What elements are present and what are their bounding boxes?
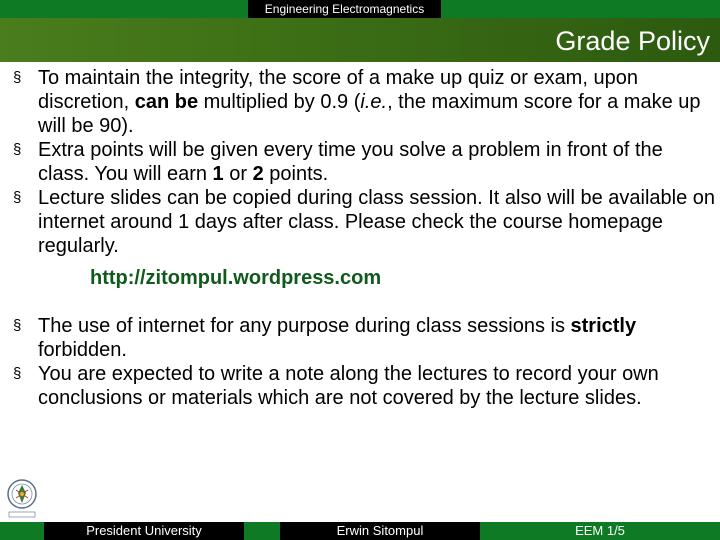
bullet-item bbox=[12, 314, 716, 362]
bullet-text: strictly bbox=[570, 315, 637, 337]
bullet-marker-icon: § bbox=[13, 141, 22, 158]
bullet-text: multiplied by 0.9 ( bbox=[198, 91, 361, 113]
bullet-item bbox=[12, 362, 716, 410]
bullet-item bbox=[12, 138, 716, 186]
bullet-text: forbidden. bbox=[38, 339, 127, 361]
course-title: Engineering Electromagnetics bbox=[248, 0, 441, 18]
bullet-text: 1 bbox=[212, 163, 224, 185]
header-bar-left bbox=[0, 0, 248, 18]
bullet-text: can be bbox=[134, 91, 199, 113]
bullet-marker-icon: § bbox=[13, 317, 22, 334]
footer-institution: President University bbox=[44, 522, 244, 540]
slide-title: Grade Policy bbox=[555, 26, 710, 56]
bullet-list bbox=[12, 314, 716, 410]
bullet-marker-icon: § bbox=[13, 69, 22, 86]
bullet-text: i.e. bbox=[360, 91, 388, 113]
bullet-text: To maintain the integrity, the score of a make up quiz or exam, upon discretion, bbox=[38, 67, 638, 113]
university-logo-icon bbox=[4, 474, 40, 522]
footer-bar bbox=[244, 522, 280, 540]
footer-bar bbox=[0, 522, 44, 540]
bullet-list bbox=[12, 66, 716, 258]
bullet-item bbox=[12, 66, 716, 138]
bullet-text: 2 bbox=[252, 163, 264, 185]
bullet-text: Extra points will be given every time you solve a problem in front of the class. You will earn bbox=[38, 139, 663, 185]
spacer bbox=[12, 290, 716, 314]
course-homepage-url[interactable]: http://zitompul.wordpress.com bbox=[90, 267, 382, 289]
slide-content bbox=[12, 66, 716, 410]
footer-slide-number: EEM 1/5 bbox=[480, 522, 720, 540]
header-bar-right bbox=[441, 0, 720, 18]
footer bbox=[0, 522, 720, 540]
bullet-text: You are expected to write a note along the lectures to record your own conclusions or materials which are not covered by the lecture slides. bbox=[38, 363, 659, 409]
bullet-marker-icon: § bbox=[13, 189, 22, 206]
bullet-text: or bbox=[223, 163, 253, 185]
bullet-text: points. bbox=[263, 163, 329, 185]
bullet-item bbox=[12, 186, 716, 258]
bullet-text: , the maximum score for a make up will be 90). bbox=[38, 91, 701, 137]
bullet-text: Lecture slides can be copied during class session. It also will be available on internet around 1 days after class. Please check the course homepage regularly. bbox=[38, 187, 716, 257]
bullet-marker-icon: § bbox=[13, 365, 22, 382]
bullet-text: The use of internet for any purpose during class sessions is bbox=[38, 315, 571, 337]
footer-author: Erwin Sitompul bbox=[280, 522, 480, 540]
